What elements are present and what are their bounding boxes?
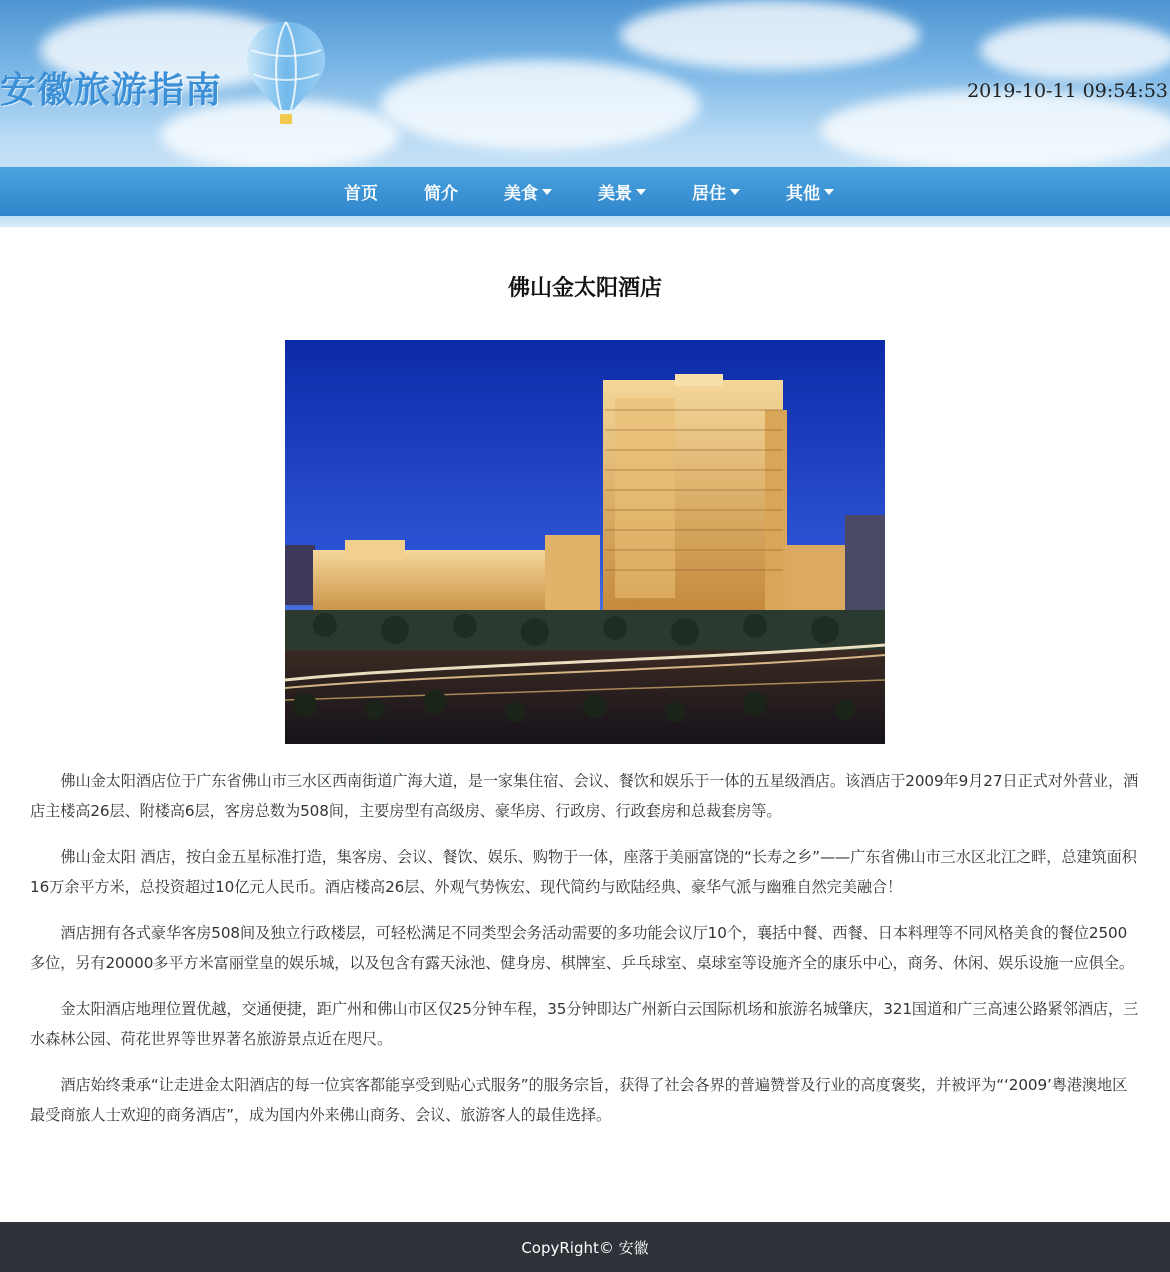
nav-item-intro[interactable] <box>424 179 458 204</box>
article-paragraph: 佛山金太阳 酒店，按白金五星标准打造，集客房、会议、餐饮、娱乐、购物于一体，座落于美丽富饶的“长寿之乡”——广东省佛山市三水区北江之畔，总建筑面积16万余平方米，总投资超过10亿元人民币。酒店楼高26层、外观气势恢宏、现代简约与欧陆经典、豪华气派与幽雅自然完美融合！ <box>30 848 1137 896</box>
page-footer <box>0 1222 1170 1272</box>
article-title: 佛山金太阳酒店 <box>507 276 662 301</box>
caret-down-icon <box>730 189 740 195</box>
cloud-decoration <box>980 20 1170 80</box>
nav-item-other[interactable] <box>786 179 834 204</box>
main-nav <box>0 167 1170 216</box>
cloud-decoration <box>380 60 700 150</box>
hotel-photo <box>285 340 885 744</box>
article-paragraph: 佛山金太阳酒店位于广东省佛山市三水区西南街道广海大道，是一家集住宿、会议、餐饮和娱乐于一体的五星级酒店。该酒店于2009年9月27日正式对外营业，酒店主楼高26层、附楼高6层，客房总数为508间，主要房型有高级房、豪华房、行政房、行政套房和总裁套房等。 <box>30 772 1139 820</box>
footer-copyright: CopyRight© 安徽 <box>521 1238 649 1257</box>
caret-down-icon <box>542 189 552 195</box>
nav-item-food[interactable] <box>504 179 552 204</box>
cloud-decoration <box>620 0 920 70</box>
datetime-display: 2019-10-11 09:54:53 <box>967 80 1168 102</box>
site-title: 安徽旅游指南 <box>0 70 223 111</box>
article-body <box>30 766 1140 1130</box>
article-paragraph: 金太阳酒店地理位置优越，交通便捷，距广州和佛山市区仅25分钟车程，35分钟即达广州新白云国际机场和旅游名城肇庆，321国道和广三高速公路紧邻酒店，三水森林公园、荷花世界等世界著名旅游景点近在咫尺。 <box>30 1000 1139 1048</box>
article-paragraph: 酒店始终秉承“让走进金太阳酒店的每一位宾客都能享受到贴心式服务”的服务宗旨，获得了社会各界的普遍赞誉及行业的高度褒奖，并被评为“‘2009’粤港澳地区最受商旅人士欢迎的商务酒店”，成为国内外来佛山商务、会议、旅游客人的最佳选择。 <box>30 1076 1128 1124</box>
caret-down-icon <box>824 189 834 195</box>
cloud-decoration <box>820 90 1170 170</box>
nav-item-home[interactable] <box>344 179 378 204</box>
main-content <box>0 271 1170 1130</box>
nav-divider <box>0 216 1170 227</box>
nav-item-label: 美景 <box>598 184 632 204</box>
hot-air-balloon-icon <box>243 20 329 128</box>
nav-item-label: 简介 <box>424 184 458 204</box>
caret-down-icon <box>636 189 646 195</box>
article-paragraph: 酒店拥有各式豪华客房508间及独立行政楼层，可轻松满足不同类型会务活动需要的多功能会议厅10个，襄括中餐、西餐、日本料理等不同风格美食的餐位2500多位，另有20000多平方米富丽堂皇的娱乐城，以及包含有露天泳池、健身房、棋牌室、乒乓球室、桌球室等设施齐全的康乐中心，商务、休闲、娱乐设施一应俱全。 <box>30 924 1134 972</box>
nav-item-label: 其他 <box>786 184 820 204</box>
page-header <box>0 0 1170 227</box>
nav-item-label: 居住 <box>692 184 726 204</box>
nav-item-label: 美食 <box>504 184 538 204</box>
nav-item-label: 首页 <box>344 184 378 204</box>
nav-item-scenery[interactable] <box>598 179 646 204</box>
nav-item-lodging[interactable] <box>692 179 740 204</box>
